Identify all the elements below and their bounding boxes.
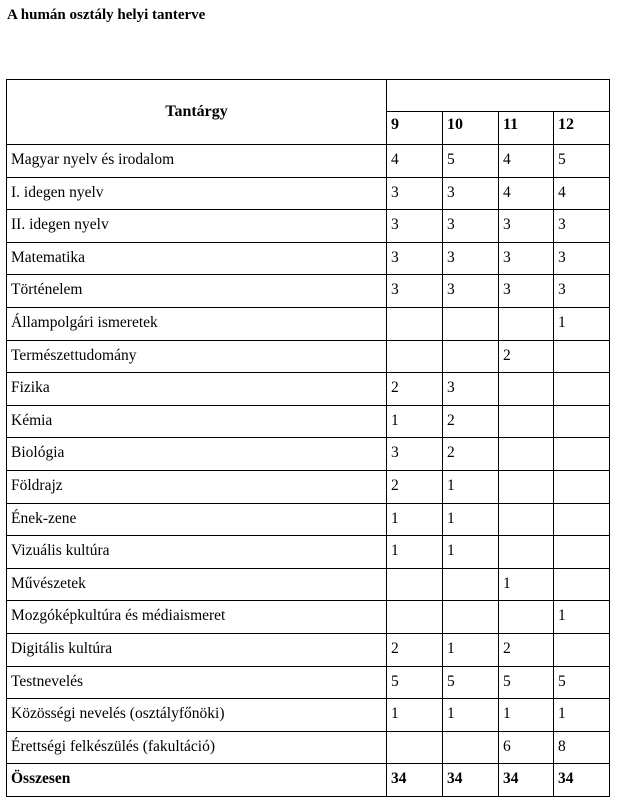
subject-cell: Fizika <box>7 373 387 406</box>
hours-grade-11 <box>499 503 554 536</box>
hours-grade-9: 1 <box>387 536 443 569</box>
hours-grade-9: 1 <box>387 503 443 536</box>
hours-grade-10: 5 <box>443 666 499 699</box>
subject-cell: Állampolgári ismeretek <box>7 307 387 340</box>
hours-grade-12: 1 <box>554 601 610 634</box>
hours-grade-11 <box>499 438 554 471</box>
hours-grade-9: 2 <box>387 633 443 666</box>
hours-grade-12: 3 <box>554 275 610 308</box>
hours-grade-10: 1 <box>443 699 499 732</box>
header-row-top <box>7 80 610 112</box>
hours-grade-12 <box>554 470 610 503</box>
subject-cell: I. idegen nyelv <box>7 177 387 210</box>
hours-grade-9: 4 <box>387 145 443 178</box>
hours-grade-10 <box>443 731 499 764</box>
table-row <box>7 699 610 732</box>
hours-grade-10: 3 <box>443 242 499 275</box>
hours-grade-9: 2 <box>387 373 443 406</box>
hours-grade-10: 1 <box>443 633 499 666</box>
subject-cell: Közösségi nevelés (osztályfőnöki) <box>7 699 387 732</box>
hours-grade-12: 1 <box>554 699 610 732</box>
hours-grade-9: 3 <box>387 438 443 471</box>
hours-grade-10: 3 <box>443 275 499 308</box>
hours-grade-11: 5 <box>499 666 554 699</box>
table-body <box>7 145 610 797</box>
document-title: A humán osztály helyi tanterve <box>7 7 206 23</box>
table-row <box>7 145 610 178</box>
table-row <box>7 275 610 308</box>
hours-grade-12 <box>554 633 610 666</box>
grade-header-11: 11 <box>499 112 554 145</box>
hours-grade-9 <box>387 601 443 634</box>
hours-grade-11: 1 <box>499 699 554 732</box>
hours-grade-11 <box>499 405 554 438</box>
subject-cell: Mozgóképkultúra és médiaismeret <box>7 601 387 634</box>
hours-grade-10: 5 <box>443 145 499 178</box>
subject-cell: Történelem <box>7 275 387 308</box>
hours-grade-10: 3 <box>443 210 499 243</box>
hours-grade-12 <box>554 568 610 601</box>
hours-grade-12 <box>554 340 610 373</box>
hours-grade-10: 1 <box>443 536 499 569</box>
subject-cell: Ének-zene <box>7 503 387 536</box>
subject-cell: II. idegen nyelv <box>7 210 387 243</box>
subject-cell: Földrajz <box>7 470 387 503</box>
total-hours-grade-10: 34 <box>443 764 499 797</box>
hours-grade-9 <box>387 568 443 601</box>
total-label: Összesen <box>7 764 387 797</box>
hours-grade-11: 4 <box>499 177 554 210</box>
subject-cell: Érettségi felkészülés (fakultáció) <box>7 731 387 764</box>
hours-grade-9 <box>387 731 443 764</box>
hours-grade-11 <box>499 536 554 569</box>
table-row <box>7 503 610 536</box>
hours-grade-9: 3 <box>387 275 443 308</box>
table-row <box>7 340 610 373</box>
subject-cell: Testnevelés <box>7 666 387 699</box>
subject-cell: Művészetek <box>7 568 387 601</box>
hours-grade-12: 8 <box>554 731 610 764</box>
hours-grade-10 <box>443 568 499 601</box>
hours-grade-11 <box>499 307 554 340</box>
table-row <box>7 210 610 243</box>
table-row <box>7 731 610 764</box>
hours-grade-11: 1 <box>499 568 554 601</box>
hours-grade-12 <box>554 503 610 536</box>
total-hours-grade-11: 34 <box>499 764 554 797</box>
hours-grade-10: 1 <box>443 503 499 536</box>
table-row <box>7 470 610 503</box>
hours-grade-12: 1 <box>554 307 610 340</box>
hours-grade-10: 3 <box>443 373 499 406</box>
subject-cell: Biológia <box>7 438 387 471</box>
table-row <box>7 568 610 601</box>
hours-grade-10: 2 <box>443 405 499 438</box>
hours-grade-9: 2 <box>387 470 443 503</box>
hours-grade-9 <box>387 340 443 373</box>
total-row <box>7 764 610 797</box>
hours-grade-9: 1 <box>387 699 443 732</box>
hours-grade-11: 6 <box>499 731 554 764</box>
subject-cell: Digitális kultúra <box>7 633 387 666</box>
hours-grade-11: 3 <box>499 275 554 308</box>
table-row <box>7 177 610 210</box>
hours-grade-12: 4 <box>554 177 610 210</box>
hours-grade-12: 3 <box>554 242 610 275</box>
hours-grade-11: 2 <box>499 340 554 373</box>
table-row <box>7 242 610 275</box>
hours-grade-12 <box>554 405 610 438</box>
grade-group-header <box>387 80 610 112</box>
grade-header-12: 12 <box>554 112 610 145</box>
hours-grade-11: 3 <box>499 210 554 243</box>
curriculum-table <box>6 79 610 797</box>
hours-grade-12: 5 <box>554 145 610 178</box>
subject-cell: Kémia <box>7 405 387 438</box>
hours-grade-10 <box>443 340 499 373</box>
grade-header-9: 9 <box>387 112 443 145</box>
table-row <box>7 405 610 438</box>
hours-grade-9: 1 <box>387 405 443 438</box>
hours-grade-11 <box>499 373 554 406</box>
hours-grade-10 <box>443 307 499 340</box>
hours-grade-9: 3 <box>387 210 443 243</box>
hours-grade-10: 2 <box>443 438 499 471</box>
subject-column-header: Tantárgy <box>7 80 387 145</box>
table-row <box>7 307 610 340</box>
hours-grade-11: 4 <box>499 145 554 178</box>
hours-grade-11: 2 <box>499 633 554 666</box>
subject-cell: Természettudomány <box>7 340 387 373</box>
subject-cell: Magyar nyelv és irodalom <box>7 145 387 178</box>
subject-cell: Vizuális kultúra <box>7 536 387 569</box>
hours-grade-9: 5 <box>387 666 443 699</box>
hours-grade-10: 3 <box>443 177 499 210</box>
table-row <box>7 438 610 471</box>
hours-grade-9: 3 <box>387 177 443 210</box>
table-row <box>7 373 610 406</box>
hours-grade-11 <box>499 601 554 634</box>
hours-grade-9 <box>387 307 443 340</box>
hours-grade-10: 1 <box>443 470 499 503</box>
hours-grade-11: 3 <box>499 242 554 275</box>
hours-grade-12 <box>554 373 610 406</box>
table-row <box>7 601 610 634</box>
hours-grade-11 <box>499 470 554 503</box>
hours-grade-12: 5 <box>554 666 610 699</box>
subject-cell: Matematika <box>7 242 387 275</box>
hours-grade-12 <box>554 536 610 569</box>
table-row <box>7 666 610 699</box>
grade-header-10: 10 <box>443 112 499 145</box>
total-hours-grade-12: 34 <box>554 764 610 797</box>
total-hours-grade-9: 34 <box>387 764 443 797</box>
hours-grade-12 <box>554 438 610 471</box>
hours-grade-9: 3 <box>387 242 443 275</box>
table-row <box>7 633 610 666</box>
hours-grade-12: 3 <box>554 210 610 243</box>
table-row <box>7 536 610 569</box>
hours-grade-10 <box>443 601 499 634</box>
